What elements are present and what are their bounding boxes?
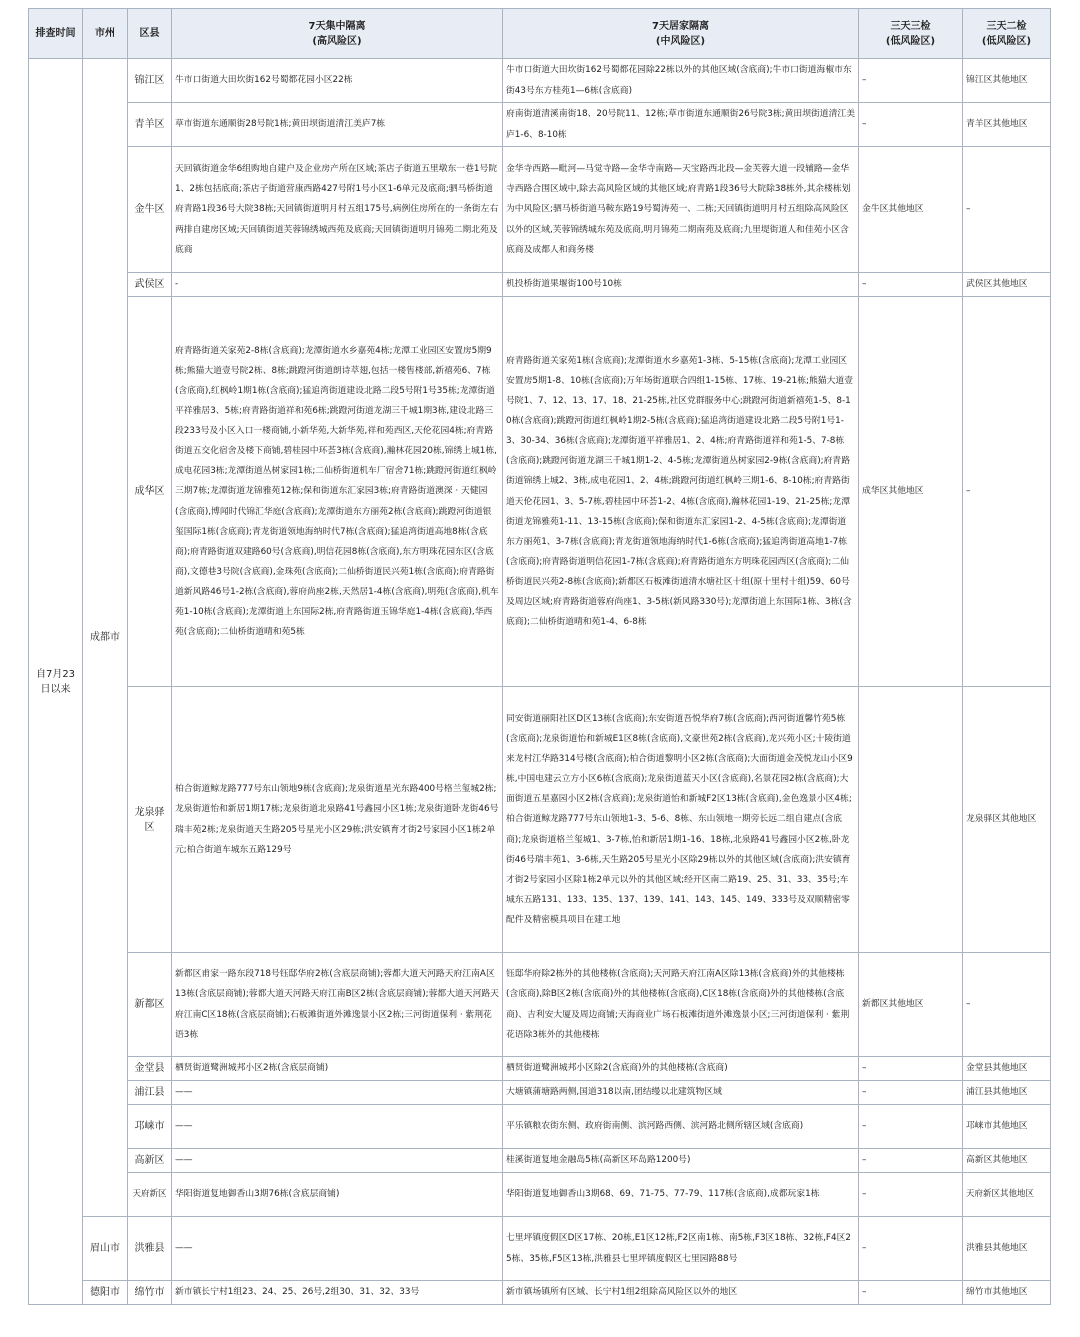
high-risk-cell: 草市街道东通顺街28号院1栋;黄田坝街道清江美庐7栋 (172, 103, 503, 147)
low2-cell: 浦江县其他地区 (963, 1081, 1051, 1105)
table-row (29, 1081, 1051, 1105)
mid-risk-cell: 栖贤街道鹭洲城邦小区除2(含底商)外的其他楼栋(含底商) (503, 1057, 859, 1081)
district-cell: 洪雅县 (128, 1217, 172, 1281)
mid-risk-cell: 金华寺西路—毗河—马觉寺路—金华寺南路—天宝路西北段—金芙蓉大道一段辅路—金华寺西路合围区域中,除去高风险区域的其他区域;府青路1段36号大院除38栋外,其余楼栋划为中风险区;驷马桥街道马鞍东路19号蜀涛苑一、二栋;天回镇街道明月村五组除高风险区以外的区域,芙蓉锦绣城东苑及底商,明月锦苑二期南苑及底商;九里堤街道人和佳苑小区含底商及成都人和商务楼 (503, 147, 859, 273)
city-cell-meishan: 眉山市 (83, 1217, 128, 1281)
high-risk-cell: —— (172, 1105, 503, 1149)
high-risk-cell: 栖贤街道鹭洲城邦小区2栋(含底层商铺) (172, 1057, 503, 1081)
header-time: 排查时间 (29, 9, 83, 59)
low3-cell: – (859, 273, 963, 297)
mid-risk-cell: 大塘镇蒲塘路两侧,国道318以南,团结缦以北建筑物区域 (503, 1081, 859, 1105)
low2-cell: 洪雅县其他地区 (963, 1217, 1051, 1281)
high-risk-cell: - (172, 273, 503, 297)
low2-cell: 锦江区其他地区 (963, 59, 1051, 103)
low3-cell: – (859, 1149, 963, 1173)
header-high-risk: 7天集中隔离 (高风险区) (172, 9, 503, 59)
table-row (29, 1281, 1051, 1305)
mid-risk-cell: 华阳街道复地御香山3期68、69、71-75、77-79、117栋(含底商),成都玩家1栋 (503, 1173, 859, 1217)
mid-risk-cell: 钰邸华府除2栋外的其他楼栋(含底商);天河路天府江南A区除13栋(含底商)外的其他楼栋(含底商),除B区2栋(含底商)外的其他楼栋(含底商),C区18栋(含底商)外的其他楼栋(含底商)、吉利安大厦及周边商铺;天海商业广场石板滩街道外滩逸景小区;三河街道保利 · 紫荆花语除3栋外的其他楼栋 (503, 953, 859, 1057)
table-row (29, 953, 1051, 1057)
mid-risk-cell: 桂溪街道复地金融岛5栋(高新区环岛路1200号) (503, 1149, 859, 1173)
low3-cell: – (859, 59, 963, 103)
low3-cell: 成华区其他地区 (859, 297, 963, 687)
district-cell: 龙泉驿区 (128, 687, 172, 953)
low2-cell: 天府新区其他地区 (963, 1173, 1051, 1217)
low3-cell: 金牛区其他地区 (859, 147, 963, 273)
high-risk-cell: 新市镇长宁村1组23、24、25、26号,2组30、31、32、33号 (172, 1281, 503, 1305)
low2-cell: 高新区其他地区 (963, 1149, 1051, 1173)
low2-cell: 绵竹市其他地区 (963, 1281, 1051, 1305)
high-risk-cell: 柏合街道鲸龙路777号东山领地9栋(含底商);龙泉街道星光东路400号格兰玺城2栋;龙泉街道怡和新居1期17栋;龙泉街道北泉路41号鑫园小区1栋;龙泉街道卧龙街46号瑞丰苑2栋;龙泉街道天生路205号星光小区29栋;洪安镇育才街2号家园小区1栋2单元;柏合街道车城东五路129号 (172, 687, 503, 953)
high-risk-cell: 府青路街道关家苑2-8栋(含底商);龙潭街道水乡嘉苑4栋;龙潭工业园区安置房5期9栋;熊猫大道壹号院2栋、8栋;跳蹬河街道朗诗萃翅,包括一楼售楼部,新禧苑6、7栋(含底商),红枫岭1期1栋(含底商);猛追湾街道建设北路二段5号附1号35栋;龙潭街道平祥雅居3、5栋;府青路街道祥和苑6栋;跳蹬河街道龙湖三千城1期3栋,建设北路三段233号及小区入口一楼商铺,小新华苑,大新华苑,祥和苑西区,天伦花园4栋;府青路街道五交化宿舍及楼下商铺,碧桂园中环荟3栋(含底商),瀚林花园20栋,锦绣上城1栋,成电花园3栋;龙潭街道丛树家园1栋;二仙桥街道机车厂宿舍71栋;跳蹬河街道红枫岭三期7栋;龙潭街道龙锦雅苑12栋;保和街道东汇家园3栋;府青路街道澳深 · 天健园(含底商),博闻时代锦汇华庭(含底商);龙潭街道东方丽苑2栋(含底商);跳蹬河街道银玺国际1栋(含底商);青龙街道领地海纳时代7栋(含底商);猛追湾街道高地8栋(含底商);府青路街道双建路60号(含底商),明信花园8栋(含底商),东方明珠花园东区(含底商),文德巷3号院(含底商),金珠苑(含底商);二仙桥街道民兴苑1栋(含底商);府青路街道新风路46号1-2栋(含底商),蓉府尚座2栋,天然居1-4栋(含底商),明苑(含底商),机车苑1-10栋(含底商);龙潭街道上东国际2栋,府青路街道玉锦华庭1-4栋(含底商),华西苑(含底商);二仙桥街道晴和苑5栋 (172, 297, 503, 687)
low2-cell: – (963, 297, 1051, 687)
table-row (29, 687, 1051, 953)
risk-area-table (28, 8, 1051, 1305)
header-city: 市州 (83, 9, 128, 59)
table-row (29, 1057, 1051, 1081)
city-cell-deyang: 德阳市 (83, 1281, 128, 1305)
low3-cell: – (859, 103, 963, 147)
low2-cell: 邛崃市其他地区 (963, 1105, 1051, 1149)
city-cell-chengdu: 成都市 (83, 59, 128, 1217)
high-risk-cell: —— (172, 1149, 503, 1173)
low3-cell: – (859, 1173, 963, 1217)
low2-cell: 龙泉驿区其他地区 (963, 687, 1051, 953)
low3-cell: – (859, 1105, 963, 1149)
district-cell: 青羊区 (128, 103, 172, 147)
low2-cell: 武侯区其他地区 (963, 273, 1051, 297)
table-row (29, 273, 1051, 297)
mid-risk-cell: 府青路街道关家苑1栋(含底商);龙潭街道水乡嘉苑1-3栋、5-15栋(含底商);龙潭工业园区安置房5期1-8、10栋(含底商);万年场街道联合四组1-15栋、17栋、19-21栋;熊猫大道壹号院1、7、12、13、17、18、21-25栋,社区党群服务中心;跳蹬河街道新禧苑1-5、8-10栋(含底商);跳蹬河街道红枫岭1期2-5栋(含底商);猛追湾街道建设北路二段5号附1号1-3、30-34、36栋(含底商);龙潭街道平祥雅居1、2、4栋;府青路街道祥和苑1-5、7-8栋(含底商);跳蹬河街道龙湖三千城1期1-2、4-5栋;龙潭街道丛树家园2-9栋(含底商);府青路街道锦绣上城2、3栋,成电花园1、2、4栋;跳蹬河街道红枫岭三期1-6、8-10栋;府青路街道天伦花园1、3、5-7栋,碧桂园中环荟1-2、4栋(含底商),瀚林花园1-19、21-25栋;龙潭街道龙锦雅苑1-11、13-15栋(含底商);保和街道东汇家园1-2、4-5栋(含底商);龙潭街道东方丽苑1、3-7栋(含底商);青龙街道领地海纳时代1-6栋(含底商);猛追湾街道高地1-7栋(含底商);府青路街道明信花园1-7栋(含底商);府青路街道东方明珠花园西区(含底商);二仙桥街道民兴苑2-8栋(含底商);新都区石板滩街道清水塘社区十组(原十里村十组)59、60号及周边区域;府青路街道蓉府尚座1、3-5栋(新风路330号);龙潭街道上东国际1栋、3栋(含底商);二仙桥街道晴和苑1-4、6-8栋 (503, 297, 859, 687)
table-row (29, 1217, 1051, 1281)
high-risk-cell: 华阳街道复地御香山3期76栋(含底层商铺) (172, 1173, 503, 1217)
table-row (29, 1105, 1051, 1149)
district-cell: 绵竹市 (128, 1281, 172, 1305)
header-low-risk-3: 三天三检 (低风险区) (859, 9, 963, 59)
high-risk-cell: 新都区甫家一路东段718号钰邸华府2栋(含底层商铺);蓉都大道天河路天府江南A区13栋(含底层商铺);蓉都大道天河路天府江南B区2栋(含底层商铺);蓉都大道天河路天府江南C区18栋(含底层商铺);石板滩街道外滩逸景小区2栋;三河街道保利 · 紫荆花语3栋 (172, 953, 503, 1057)
low2-cell: – (963, 147, 1051, 273)
low3-cell (859, 687, 963, 953)
district-cell: 武侯区 (128, 273, 172, 297)
high-risk-cell: 牛市口街道大田坎街162号蜀都花园小区22栋 (172, 59, 503, 103)
high-risk-cell: —— (172, 1081, 503, 1105)
table-row (29, 297, 1051, 687)
district-cell: 锦江区 (128, 59, 172, 103)
district-cell: 金牛区 (128, 147, 172, 273)
table-row (29, 147, 1051, 273)
table-row (29, 59, 1051, 103)
header-district: 区县 (128, 9, 172, 59)
header-mid-risk: 7天居家隔离 (中风险区) (503, 9, 859, 59)
district-cell: 成华区 (128, 297, 172, 687)
mid-risk-cell: 机投桥街道果堰街100号10栋 (503, 273, 859, 297)
low2-cell: – (963, 953, 1051, 1057)
mid-risk-cell: 平乐镇粮农街东侧、政府街南侧、滨河路西侧、滨河路北侧所辖区域(含底商) (503, 1105, 859, 1149)
mid-risk-cell: 同安街道丽阳社区D区13栋(含底商);东安街道吾悦华府7栋(含底商);西河街道馨竹苑5栋(含底商);龙泉街道怡和新城E1区8栋(含底商),文豪世苑2栋(含底商),龙兴苑小区;十陵街道来龙村江华路314号楼(含底商);柏合街道黎明小区2栋(含底商);大面街道金茂悦龙山小区9栋,中国电建云立方小区6栋(含底商);龙泉街道蓝天小区(含底商),名景花园2栋(含底商);大面街道五星嘉园小区2栋(含底商);龙泉街道怡和新城F2区13栋(含底商),金色逸景小区4栋;柏合街道鲸龙路777号东山领地1-3、5-6、8栋、东山领地一期旁长远二组自建点(含底商);龙泉街道格兰玺城1、3-7栋,怡和新居1期1-16、18栋,北泉路41号鑫园小区2栋,卧龙街46号瑞丰苑1、3-6栋,天生路205号星光小区除29栋以外的其他区域(含底商);洪安镇育才街2号家园小区除1栋2单元以外的其他区域;经开区南二路19、25、31、33、35号;车城东五路131、133、135、137、139、141、143、145、149、333号及双顺精密零配件及精密模具项目在建工地 (503, 687, 859, 953)
mid-risk-cell: 牛市口街道大田坎街162号蜀都花园除22栋以外的其他区域(含底商);牛市口街道海椒市东街43号东方桂苑1—6栋(含底商) (503, 59, 859, 103)
district-cell: 邛崃市 (128, 1105, 172, 1149)
mid-risk-cell: 府南街道清溪南街18、20号院11、12栋;草市街道东通顺街26号院3栋;黄田坝街道清江美庐1-6、8-10栋 (503, 103, 859, 147)
high-risk-cell: 天回镇街道金华6组购地自建户及企业房产所在区域;茶店子街道五里墩东一巷1号院1、2栋包括底商;茶店子街道营康西路427号附1号小区1-6单元及底商;驷马桥街道府青路1段36号大院38栋;天回镇街道明月村五组175号,病例住房所在的一条街左右两排自建房区域;天回镇街道芙蓉锦绣城西苑及底商;天回镇街道明月锦苑二期北苑及底商 (172, 147, 503, 273)
low2-cell: 金堂县其他地区 (963, 1057, 1051, 1081)
district-cell: 天府新区 (128, 1173, 172, 1217)
header-row (29, 9, 1051, 59)
low3-cell: – (859, 1217, 963, 1281)
low3-cell: – (859, 1081, 963, 1105)
table-row (29, 1173, 1051, 1217)
district-cell: 高新区 (128, 1149, 172, 1173)
header-low-risk-2: 三天二检 (低风险区) (963, 9, 1051, 59)
district-cell: 新都区 (128, 953, 172, 1057)
low3-cell: – (859, 1057, 963, 1081)
high-risk-cell: —— (172, 1217, 503, 1281)
mid-risk-cell: 七里坪镇度假区D区17栋、20栋,E1区12栋,F2区南1栋、南5栋,F3区18栋、32栋,F4区25栋、35栋,F5区13栋,洪雅县七里坪镇度假区七里园路88号 (503, 1217, 859, 1281)
low3-cell: – (859, 1281, 963, 1305)
date-cell: 自7月23日以来 (29, 59, 83, 1305)
mid-risk-cell: 新市镇场镇所有区域、长宁村1组2组除高风险区以外的地区 (503, 1281, 859, 1305)
low2-cell: 青羊区其他地区 (963, 103, 1051, 147)
district-cell: 浦江县 (128, 1081, 172, 1105)
table-row (29, 103, 1051, 147)
low3-cell: 新都区其他地区 (859, 953, 963, 1057)
table-row (29, 1149, 1051, 1173)
district-cell: 金堂县 (128, 1057, 172, 1081)
